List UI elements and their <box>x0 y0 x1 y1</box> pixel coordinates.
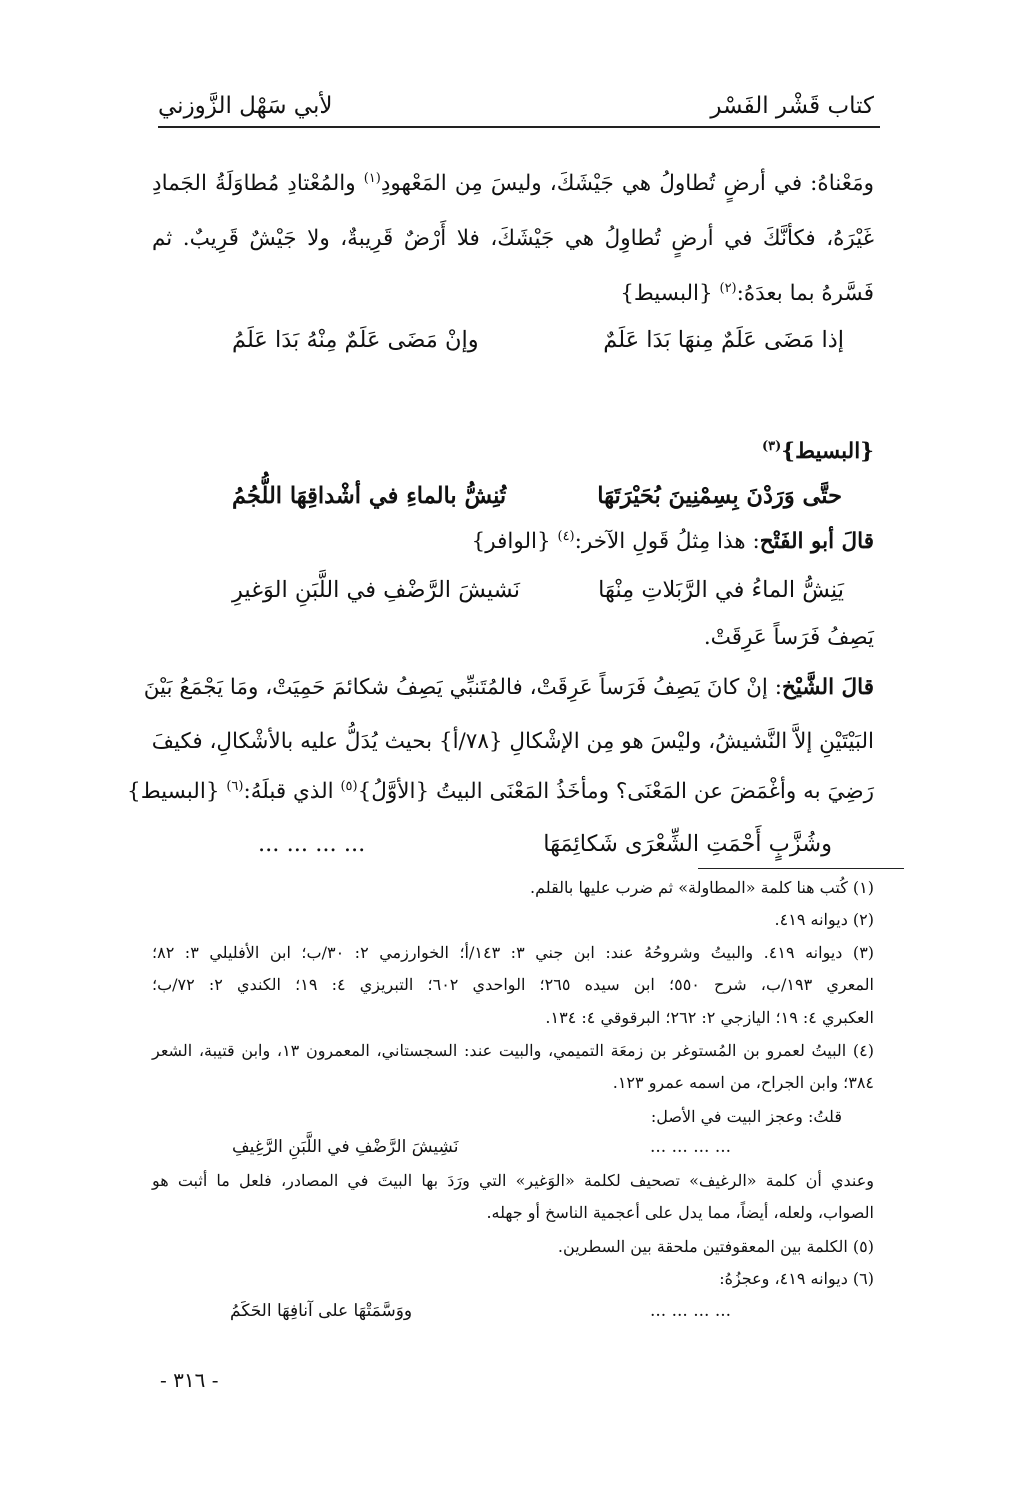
footnote-5: (٥) الكلمة بين المعقوفتين ملحقة بين السطرين. <box>557 1237 874 1256</box>
text: {البسيط} <box>781 439 874 464</box>
page-number: - ٣١٦ - <box>160 1368 219 1392</box>
paragraph-1-line-3 <box>152 274 874 314</box>
footnote-4-line-4: وعندي أن كلمة «الرغيف» تصحيف لكلمة «الوَغير» التي ورَدَ بها البيتَ في المصادر، فلعل ما أثبت هو <box>152 1171 874 1190</box>
footnote-4-line-1: (٤) البيتُ لعمرو بن المُستوغر بن زمعَة التميمي، والبيت عند: السجستاني، المعمرون ١٣، وابن قتيبة، الشعر <box>152 1041 874 1060</box>
footnote-1: (١) كُتب هنا كلمة «المطاولة» ثم ضرب عليها بالقلم. <box>530 878 874 897</box>
text: : هذا مِثلُ قَولِ الآخر: <box>574 529 760 554</box>
text: الذي قبلَهُ: <box>243 779 341 804</box>
verse-3-note: يَصِفُ فَرَساً عَرِقَتْ. <box>703 625 874 650</box>
shaykh-line-2: البَيْتَيْنِ إلاَّ النَّشيشُ، وليْسَ هو مِن الإشْكالِ {٧٨/أ} بحيث يُدَلُّ عليه بالأشْكالِ، فكيفَ <box>151 729 874 754</box>
footnote-ref-6: (٦) <box>226 778 244 794</box>
speaker-name: قالَ الشَّيْخ <box>781 675 874 700</box>
footnote-4-verse-ellipsis: ... ... ... ... <box>650 1137 732 1157</box>
footnote-separator <box>698 868 904 869</box>
footnote-ref-1: (١) <box>363 170 381 186</box>
footnote-ref-5: (٥) <box>340 778 358 794</box>
text: فَسَّرهُ بما بعدَهُ: <box>736 281 874 306</box>
paragraph-1-line-2: غَيْرَهُ، فكأنَّكَ في أرضٍ تُطاوِلُ هي جَيْشَكَ، فلا أَرْضٌ قَرِيبةٌ، ولا جَيْشٌ قَرِيبٌ. ثم <box>152 226 874 251</box>
meter-label: {البسيط} <box>127 779 227 804</box>
footnote-6-verse-hemistich: ووَسَّمَتْهَا على آنافِهَا الحَكَمُ <box>230 1301 413 1321</box>
verse-3-second-hemistich: نَشيشَ الرَّضْفِ في اللَّبَنِ الوَغيرِ <box>232 577 521 603</box>
footnote-6-verse-ellipsis: ... ... ... ... <box>650 1301 732 1321</box>
meter-label: {الوافر} <box>471 529 558 554</box>
footnote-3-line-1: (٣) ديوانه ٤١٩. والبيتُ وشروحُهُ عند: ابن جني ٣: ١٤٣/أ؛ الخوارزمي ٢: ٣٠/ب؛ ابن الأفليلي ٣: ٨٢؛ <box>152 943 875 962</box>
text: رَضِيَ به وأغْمَضَ عن المَعْنَى؟ ومأخَذُ المَعْنَى البيتُ {الأوَّلُ} <box>357 779 874 804</box>
shaykh-line-1 <box>143 668 874 708</box>
footnote-3-line-2: المعري ١٩٣/ب، شرح ٥٥٠؛ ابن سيده ٢٦٥؛ الواحدي ٦٠٢؛ التبريزي ٤: ١٩؛ الكندي ٢: ٧٢/ب؛ <box>152 975 874 994</box>
text: : إنْ كانَ يَصِفُ فَرَساً عَرِقَتْ، فالمُتَنبِّي يَصِفُ شكائمَ حَمِيَتْ، ومَا يَجْمَعُ بَيْنَ <box>143 675 782 700</box>
footnote-4-verse-hemistich: نَشِيشَ الرَّضْفِ في اللَّبَنِ الرَّغِيفِ <box>232 1137 459 1157</box>
footnote-4-line-2: ٣٨٤؛ وابن الجراح، من اسمه عمرو ١٢٣. <box>612 1073 874 1092</box>
header-book-title: كتاب قَشْر الفَسْر <box>710 93 874 119</box>
abul-fath-line <box>152 522 874 562</box>
verse-1-first-hemistich: إذا مَضَى عَلَمٌ مِنهَا بَدَا عَلَمٌ <box>603 327 844 353</box>
header-author: لأبي سَهْل الزَّوزني <box>158 93 333 119</box>
footnote-ref-2: (٢) <box>719 280 737 296</box>
shaykh-line-3 <box>127 772 874 812</box>
meter-label: {البسيط} <box>620 281 720 306</box>
text: والمُعْتادِ مُطاوَلَةُ الجَمادِ <box>152 171 364 196</box>
footnote-2: (٢) ديوانه ٤١٩. <box>774 910 874 929</box>
text: ومَعْناهُ: في أرضٍ تُطاولُ هي جَيْشَكَ، وليسَ مِن المَعْهودِ <box>380 171 875 196</box>
footnote-4-line-3: قلتُ: وعجز البيت في الأصل: <box>650 1107 842 1126</box>
verse-2-first-hemistich: حتَّى وَرَدْنَ بِسِمْنِينَ بُحَيْرَتَهَا <box>597 483 842 509</box>
meter-heading <box>152 432 874 472</box>
footnote-ref-4: (٤) <box>557 528 575 544</box>
verse-3-first-hemistich: يَنِشُّ الماءُ في الرَّبَلاتِ مِنْهَا <box>598 577 844 603</box>
footnote-4-line-5: الصواب، ولعله، أيضاً، مما يدل على أعجمية الناسخ أو جهله. <box>486 1203 874 1222</box>
header-rule <box>158 126 880 128</box>
verse-2-second-hemistich: تُنِشُّ بالماءِ في أشْداقِهَا اللُّجُمُ <box>232 483 507 509</box>
speaker-name: قالَ أبو الفَتْح <box>759 529 874 554</box>
verse-4-ellipsis: ... ... ... ... <box>258 831 366 857</box>
verse-1-second-hemistich: وإنْ مَضَى عَلَمٌ مِنْهُ بَدَا عَلَمُ <box>232 327 479 353</box>
verse-4-first-hemistich: وشُزَّبٍ أَحْمَتِ الشِّعْرَى شَكائِمَهَا <box>543 831 832 857</box>
footnote-3-line-3: العكبري ٤: ١٩؛ اليازجي ٢: ٢٦٢؛ البرقوقي ٤: ١٣٤. <box>545 1008 874 1027</box>
footnote-ref-3: (٣) <box>761 438 782 454</box>
paragraph-1-line-1 <box>152 164 874 204</box>
footnote-6: (٦) ديوانه ٤١٩، وعجزُهُ: <box>719 1269 874 1288</box>
